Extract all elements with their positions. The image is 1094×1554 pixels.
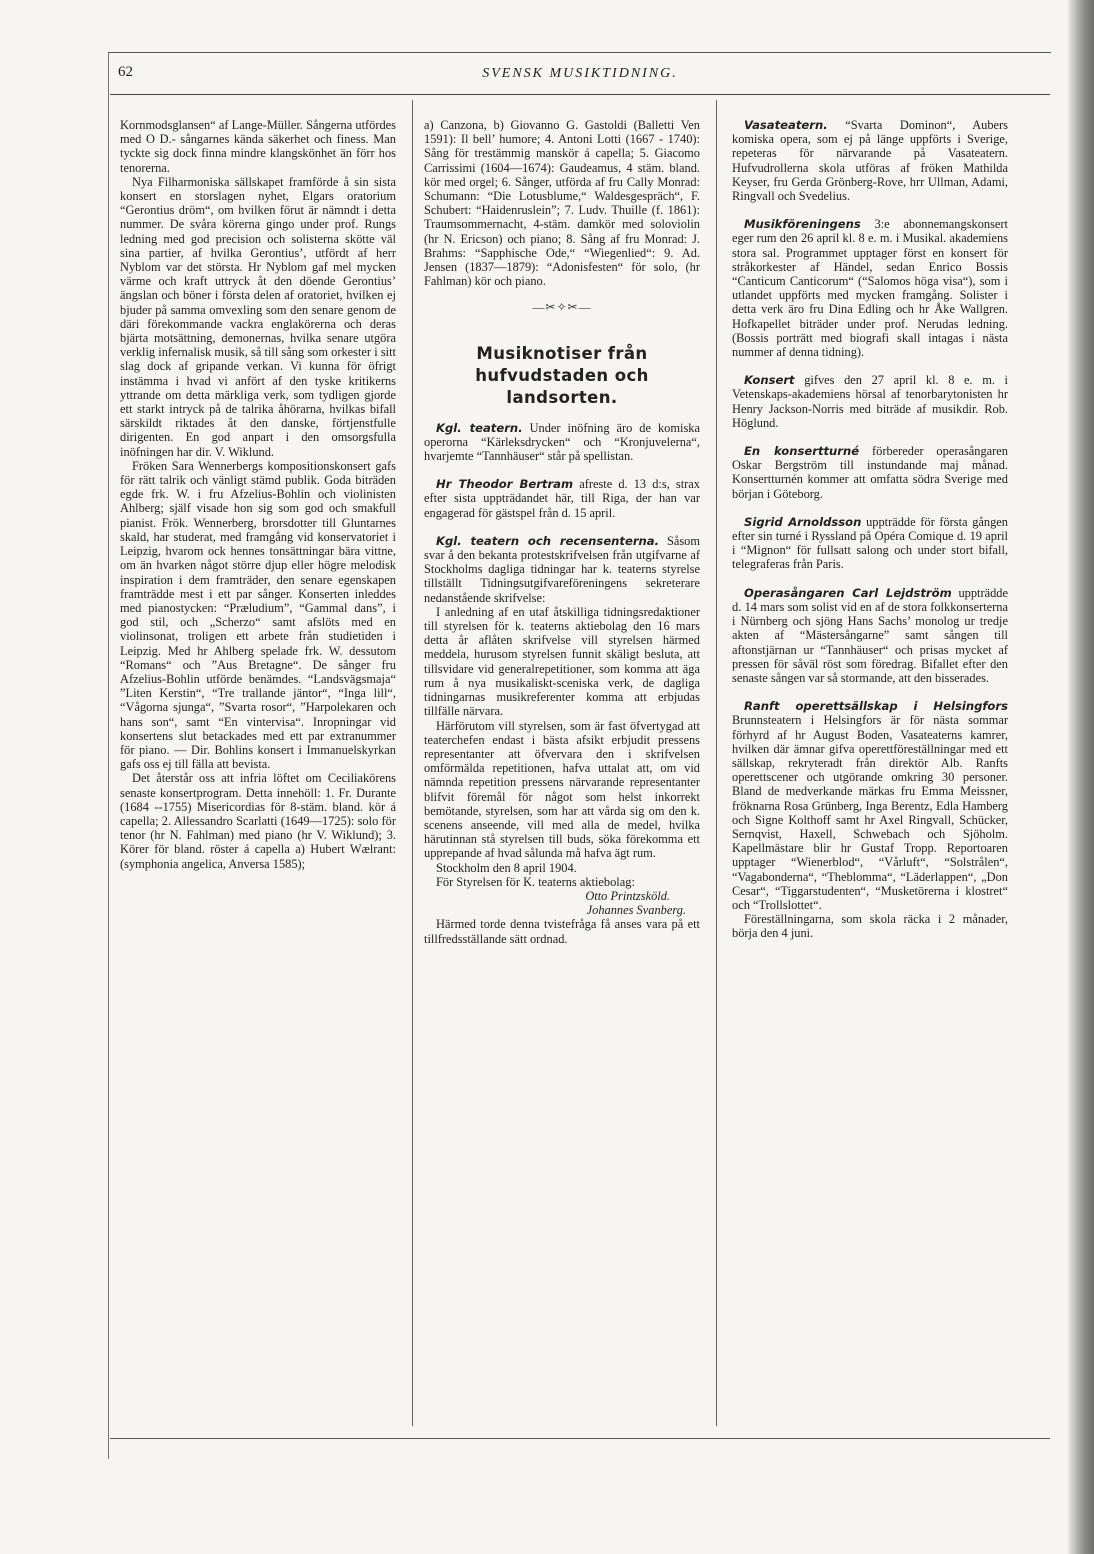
column-1 [120,118,396,871]
letter-date: Stockholm den 8 april 1904. [436,860,577,875]
ornament-divider: —✂✧✂— [532,300,592,315]
news-item [424,534,700,605]
news-item-title: Kgl. teatern. [436,420,523,435]
news-item [732,699,1008,912]
news-item [732,444,1008,501]
page-number: 62 [118,64,133,80]
news-item [732,118,1008,203]
journal-title: SVENSK MUSIKTIDNING. [482,66,678,81]
news-item [732,373,1008,430]
news-item-text: 3:e abonnemangskonsert eger rum den 26 april kl. 8 e. m. i Musikal. akademiens stora sal. Programmet upptager först en konsert för stråkorkester af Händel, sedan Enrico Bossis “Canticum Canticorum“ (“Salomos höga visa“), som i utlandet uppförts med mycken framgång. Solister i detta verk äro fru Dina Edling och hr Åke Wallgren. Hofkapellet biträder under prof. Nerudas ledning. (Bossis porträtt med biografi skall intagas i nästa nummer af denna tidning). [732,217,1008,360]
news-item-title: Kgl. teatern och recensenterna. [436,533,660,548]
news-item-text: Brunnsteatern i Helsingfors är för nästa sommar förhyrd af hr August Boden, Vasateaterns kamrer, hvilken där ämnar gifva operettföreställningar med ett sällskap, rekryteradt från direktör Alb. Ranfts operettscener och utgörande omkring 30 personer. Bland de medverkande märkas fru Emma Meissner, fröknarna Rosa Grünberg, Inga Berentz, Edla Hamberg och Signe Kolthoff samt hr Axel Ringvall, Schücker, Sernqvist, Haxell, Schwebach och Sjöholm. Kapellmästare blir hr Gustaf Tropp. Reportoaren upptager “Wienerblod“, “Vårluft“, “Solstrålen“, “Vagabonderna“, “Theblomma“, “Läderlappen“, „Don Cesar“, “Tiggarstudenten“, “Musketörerna i klostret“ och “Trollslottet“. [732,713,1008,912]
news-item-text: Såsom svar å den bekanta protestskrifvelsen från utgifvarne af Stockholms dagliga tidningar har k. teaterns styrelse tillställt Tidningsutgifvareföreningens sekreterare nedanstående skrifvelse: [424,533,700,605]
paragraph: Det återstår oss att infria löftet om Ceciliakörens senaste konsertprogram. Detta innehöll: 1. Fr. Durante (1684 --1755) Misericordias för 8-stäm. bland. kör á capella; 2. Allessandro Scarlatti (1649—1725): solo för tenor (hr N. Fahlman) med piano (hr V. Wiklund); 3. Körer för bland. röster á capella a) Hubert Wælrant: (symphonia angelica, Anversa 1585); [120,771,396,871]
paragraph: Nya Filharmoniska sällskapet framförde å sin sista konsert en storslagen nyhet, Elgars oratorium “Gerontius dröm“, om hvilken förut är nämndt i detta nummer. De svåra körerna gingo under prof. Rungs ledning med god precision och solisterna skötte väl sina partier, af hvilka Gerontius’, utfördt af herr Nyblom var det största. Hr Nyblom gaf mel mycken värme och kraft uttryck åt den döende Gerontius’ ängslan och böner i första delen af oratoriet, hvilken ej bjuder på samma omvexling som den senare genom de däri förekommande vackra englakörerna och deras bjärta motsättning, demonernas, hvilka senare utgöra verklig infernalisk musik, så till sång som orkester i sitt slag dock af gripande verkan. Vi kunna för öfrigt instämma i hvad vi anfört af den tyske kritikerns yttrande om detta märkliga verk, som tydligen gjorde ett starkt intryck på de talrika åhörarna, hvilkas bifall särskildt riktades åt den danske, förtjenstfulle dirigenten. En god anpart i den omsorgsfulla inöfningen har dir. V. Wiklund. [120,174,396,459]
section-heading: Musiknotiser från hufvudstaden och landsorten. [475,343,649,407]
signature: Johannes Svanberg. [586,903,686,918]
news-item [424,421,700,464]
paragraph: Kornmodsglansen“ af Lange-Müller. Sångerna utfördes med O D.- sångarnes kända säkerhet och finess. Man tyckte sig dock finna mindre klangskönhet än förr hos tenorerna. [120,118,396,175]
page-edge-shadow [1068,0,1094,1554]
news-item-title: Musikföreningens [744,217,861,232]
news-item-text: uppträdde för första gången efter sin turné i Ryssland på Opéra Comique d. 19 april i “Mignon“ för fullsatt salong och under stort bifall, telegraferas från Paris. [732,514,1008,572]
letter-paragraph: I anledning af en utaf åtskilliga tidningsredaktioner till styrelsen för k. teaterns aktiebolag den 16 mars detta år aflåten skrifvelse vill styrelsen härmed meddela, hurusom styrelsen funnit skäligt besluta, att tillsvidare vid generalrepetitioner, som komma att äga rum å nya musikaliskt-sceniska verk, de dagliga tidningarnas musikreferenter komma att erbjudas tillfälle närvara. [424,604,700,719]
news-item-text: Under inöfning äro de komiska operorna “Kärleksdrycken“ och “Kronjuvelerna“, hvarjemte “Tannhäuser“ står på spellistan. [424,420,700,464]
column-2 [424,118,700,946]
news-item-text: gifves den 27 april kl. 8 e. m. i Vetenskaps-akademiens hörsal af tenorbarytonisten hr Henry Jackson-Norris med biträde af musikdir. Rob. Höglund. [732,373,1008,430]
news-item-text: uppträdde d. 14 mars som solist vid en af de stora folkkonserterna i Nürnberg och sjöng Hans Sachs’ monolog ur tredje akten af “Mästersångarne” samt sången till aftonstjärnan ur “Tannhäuser“ och prisas mycket af pressen för såväl röst som föredrag. Bifallet efter den senaste sången var så stormande, att den bisserades. [732,585,1008,685]
news-item-text: “Svarta Dominon“, Aubers komiska opera, som ej på länge uppförts i Sverige, repeteras för närvarande på Vasateatern. Hufvudrollerna skola utföras af fröken Mathilda Keyser, fru Gerda Grönberg-Rove, hrr Ullman, Adami, Ringvall och Svedelius. [732,118,1008,204]
signature: Otto Printzsköld. [585,888,670,903]
paragraph: a) Canzona, b) Giovanno G. Gastoldi (Balletti Ven 1591): Il bell’ humore; 4. Antoni Lotti (1667 - 1740): Sång för trestämmig manskör á capella; 5. Giacomo Carrissimi (1604—1674): Gaudeamus, 4 stäm. bland. kör med orgel; 6. Sånger, utförda af fru Cally Monrad: Schumann: “Die Lotusblume,“ Waldesgespräch“, F. Schubert: “Haidenruslein”; 7. Ludv. Thuille (f. 1861): Traumsommernacht, 4-stäm. damkör med soloviolin (hr N. Ericson) och piano; 8. Sång af fru Monrad: J. Brahms: “Sapphische Ode,“ “Wiegenlied“: 9. Ad. Jensen (1837—1879): “Adonisfesten“ för solo, (hr Fahlman) kör och piano. [424,118,700,289]
paragraph: Föreställningarna, som skola räcka i 2 månader, börja den 4 juni. [732,912,1008,941]
news-item-title: Konsert [744,373,795,388]
bottom-rule [110,1438,1050,1439]
news-item-title: Ranft operettsällskap i Helsingfors [744,699,1008,714]
news-item [424,477,700,520]
letter-signoff: För Styrelsen för K. teaterns aktiebolag: [436,874,635,889]
news-item [732,515,1008,572]
column-3 [732,118,1008,941]
column-divider [412,100,413,1426]
news-item-title: En konsertturné [744,444,860,459]
news-item [732,586,1008,685]
letter-paragraph: Härförutom vill styrelsen, som är fast öfvertygad att teaterchefen endast i bästa afsikt erbjudit pressens representanter att öfvervara den i skrifvelsen omförmälda repetitionen, hafva uttalat att, om vid nämnda repetition pressens närvarande representanter blifvit föremål för något som helst inkorrekt bemötande, styrelsen, som har att vårda sig om den k. scenens anseende, vill med alla de medel, hvilka härutinnan stå styrelsen till buds, söka förekomma ett upprepande af hvad sålunda må hafva ägt rum. [424,718,700,861]
news-item-title: Vasateatern. [744,118,828,132]
news-item-title: Operasångaren Carl Lejdström [744,585,952,600]
paragraph: Fröken Sara Wennerbergs kompositionskonsert gafs för rätt talrik och vänligt stämd publik. Goda biträden egde frk. W. i fru Afzelius-Bohlin och violinisten Ahlberg; själf visade hon sig som god och smakfull pianist. Frök. Wennerberg, brorsdotter till Gluntarnes skald, har studerat, med framgång vid konservatoriet i Leipzig, hvarom ock hennes tonsättningar bära vittne, om än hvarken något större djup eller högre melodisk inspiration i dem framträder, den senare egenskapen framträdde mest i ett par sånger. Konserten inleddes med pianostycken: “Præludium”, “Gammal dans”, i god stil, och „Scherzo“ samt afslöts med en violinsonat, troligen ett arbete från studietiden i Leipzig. Med hr Ahlberg spelade frk. W. dessutom “Romans“ och ”Aus Bretagne“. De sånger fru Afzelius-Bohlin utförde benämdes. “Landsvägsmaja“ ”Liten Kerstin“, “Tre trallande jäntor“, “Inga lill“, “Vågorna sjunga“, ”Svarta rosor“, ”Harpolekaren och hans son“, samt “En vintervisa“. Inropningar vid konsertens slut betackades med ett par extranummer för piano. — Dir. Bohlins konsert i Immanuelskyrkan gafs oss ej till fälla att bevista. [120,458,396,772]
news-item-title: Hr Theodor Bertram [436,477,574,492]
page-header [110,62,1050,88]
news-item-text: afreste d. 13 d:s, strax efter sista uppträdandet här, till Riga, der han var engagerad för gästspel från d. 15 april. [424,477,700,520]
news-item [732,217,1008,359]
header-rule [110,94,1050,95]
column-divider [716,100,717,1426]
paragraph: Härmed torde denna tvistefråga få anses vara på ett tillfredsställande sätt ordnad. [424,917,700,946]
news-item-text: förbereder operasångaren Oskar Bergström till instundande maj månad. Konsertturnén kommer att omfatta södra Sverige med början i Göteborg. [732,444,1008,501]
news-item-title: Sigrid Arnoldsson [744,514,862,529]
